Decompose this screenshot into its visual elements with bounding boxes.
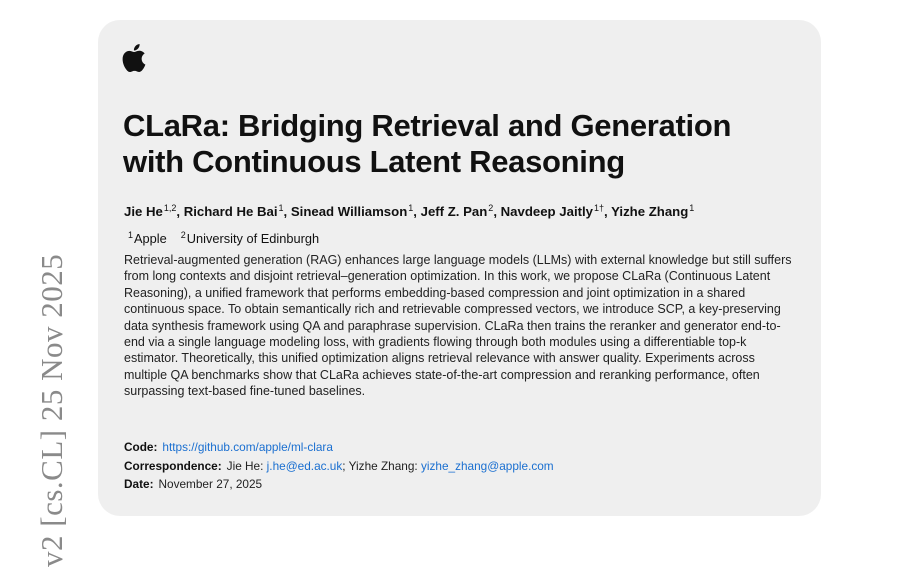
correspondence-label: Correspondence: xyxy=(124,459,222,473)
date-label: Date: xyxy=(124,477,154,491)
author-list: Jie He$^{1,2}$, Richard He Bai$^1$, Sinead Williamson$^1$, Jeff Z. Pan$^2$, Navdeep Jaitly$^{1\dagger}$, Yizhe Zhang$^1$ xyxy=(124,203,695,219)
email-link-yizhe-zhang[interactable]: yizhe_zhang@apple.com xyxy=(420,459,554,473)
author-name: Jeff Z. Pan xyxy=(420,204,488,219)
correspondent-1-name: Jie He: xyxy=(226,459,264,473)
correspondence-separator: ; xyxy=(342,459,346,473)
author-affil-sup: 2 xyxy=(488,203,494,213)
author-name: Navdeep Jaitly xyxy=(500,204,593,219)
date-value: November 27, 2025 xyxy=(158,477,263,491)
affil-apple: Apple xyxy=(134,231,167,246)
paper-header-card xyxy=(98,20,821,516)
author-name: Jie He xyxy=(124,204,163,219)
author-affil-sup: 1 xyxy=(408,203,414,213)
correspondence-line xyxy=(124,459,784,473)
title-line-1: CLaRa: Bridging Retrieval and Generation xyxy=(123,108,732,143)
affil-sup: 1 xyxy=(128,230,134,240)
date-line xyxy=(124,477,784,491)
abstract-text: Retrieval-augmented generation (RAG) enhances large language models (LLMs) with external knowledge but still suffers from long contexts and disjoint retrieval–generation optimization. In this work, we propose CLaRa (Continuous Latent Reasoning), a unified framework that performs embedding-based compression and joint optimization in a shared continuous space. To obtain semantically rich and retrievable compressed vectors, we introduce SCP, a key-preserving data synthesis framework using QA and paraphrase supervision. CLaRa then trains the reranker and generator end-to-end via a single language modeling loss, with gradients flowing through both modules using a differentiable top-k estimator. Theoretically, this unified optimization aligns retrieval relevance with answer quality. Experiments across multiple QA benchmarks show that CLaRa achieves state-of-the-art compression and reranking performance, often surpassing text-based fine-tuned baselines. xyxy=(124,253,792,399)
author-affil-sup: 1,2 xyxy=(163,203,177,213)
author-name: Yizhe Zhang xyxy=(611,204,689,219)
paper-title xyxy=(123,108,803,180)
affil-sup: 2 xyxy=(180,230,186,240)
author-affil-sup: 1 xyxy=(278,203,284,213)
author-affil-sup: 1† xyxy=(594,203,605,213)
code-link[interactable]: https://github.com/apple/ml-clara xyxy=(162,440,333,454)
title-line-2: with Continuous Latent Reasoning xyxy=(123,144,625,179)
author-affil-sup: 1 xyxy=(689,203,695,213)
email-link-jie-he[interactable]: j.he@ed.ac.uk xyxy=(266,459,343,473)
code-label: Code: xyxy=(124,440,158,454)
author-name: Richard He Bai xyxy=(183,204,278,219)
apple-logo-icon xyxy=(122,44,146,72)
affiliation-list xyxy=(128,230,319,246)
author-name: Sinead Williamson xyxy=(290,204,408,219)
arxiv-side-stamp: v2 [cs.CL] 25 Nov 2025 xyxy=(34,253,69,567)
affil-edinburgh: University of Edinburgh xyxy=(186,231,320,246)
code-line xyxy=(124,440,784,454)
correspondent-2-name: Yizhe Zhang: xyxy=(348,459,418,473)
